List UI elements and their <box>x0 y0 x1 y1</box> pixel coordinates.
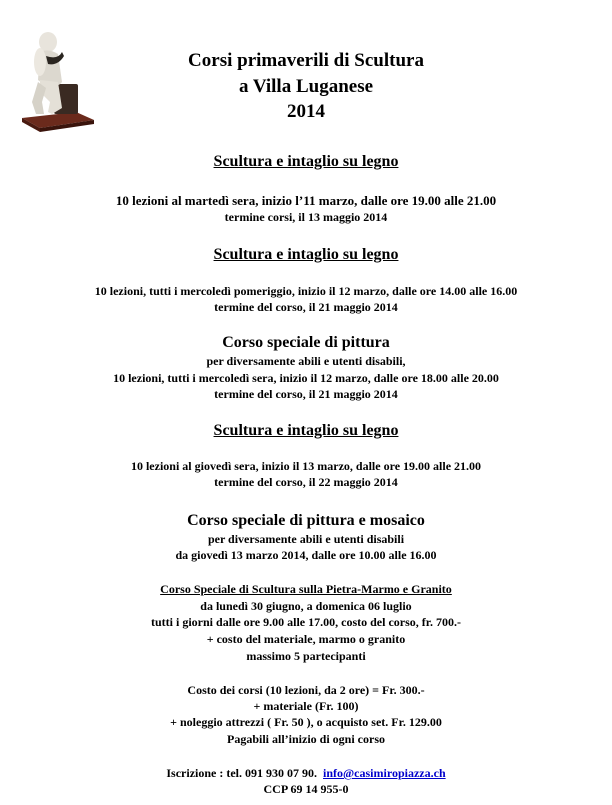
costs-line4: Pagabili all’inizio di ogni corso <box>226 732 385 746</box>
course6-line2: tutti i giorni dalle ore 9.00 alle 17.00, costo del corso, fr. 700.- <box>151 615 461 629</box>
contact-email-link[interactable]: info@casimiropiazza.ch <box>323 766 446 780</box>
costs-line3: + noleggio attrezzi ( Fr. 50 ), o acquisto set. Fr. 129.00 <box>170 715 442 729</box>
course5-line1: per diversamente abili e utenti disabili <box>207 532 405 546</box>
course5-line2: da giovedì 13 marzo 2014, dalle ore 10.00 alle 16.00 <box>175 548 437 562</box>
course3-line2: 10 lezioni, tutti i mercoledì sera, inizio il 12 marzo, dalle ore 18.00 alle 20.00 <box>113 371 499 385</box>
course3-heading: Corso speciale di pittura <box>222 334 390 351</box>
course4-heading: Scultura e intaglio su legno <box>213 422 399 439</box>
course2-line2: termine del corso, il 21 maggio 2014 <box>214 300 398 314</box>
page-title-year: 2014 <box>287 101 325 122</box>
course2-heading: Scultura e intaglio su legno <box>213 246 399 263</box>
course1-line1: 10 lezioni al martedì sera, inizio l’11 marzo, dalle ore 19.00 alle 21.00 <box>115 193 497 208</box>
contact-line <box>0 765 612 781</box>
page-title-line2: a Villa Luganese <box>238 76 374 97</box>
course6-line1: da lunedì 30 giugno, a domenica 06 luglio <box>200 599 412 613</box>
course1-line2: termine corsi, il 13 maggio 2014 <box>224 210 388 224</box>
course6-heading: Corso Speciale di Scultura sulla Pietra-Marmo e Granito <box>160 582 452 596</box>
costs-line2: + materiale (Fr. 100) <box>253 699 359 713</box>
course4-line1: 10 lezioni al giovedì sera, inizio il 13 marzo, dalle ore 19.00 alle 21.00 <box>130 459 482 473</box>
course2-line1: 10 lezioni, tutti i mercoledì pomeriggio, inizio il 12 marzo, dalle ore 14.00 alle 16.00 <box>94 284 518 298</box>
contact-ccp: CCP 69 14 955-0 <box>263 782 349 796</box>
course5-heading: Corso speciale di pittura e mosaico <box>187 512 425 529</box>
course6-line3: + costo del materiale, marmo o granito <box>206 632 406 646</box>
page-title-line1: Corsi primaverili di Scultura <box>188 50 424 71</box>
course3-line3: termine del corso, il 21 maggio 2014 <box>214 387 398 401</box>
contact-label: Iscrizione : tel. 091 930 07 90. <box>166 766 318 780</box>
course4-line2: termine del corso, il 22 maggio 2014 <box>214 475 398 489</box>
course6-line4: massimo 5 partecipanti <box>246 649 366 663</box>
course1-heading: Scultura e intaglio su legno <box>213 153 399 170</box>
course3-line1: per diversamente abili e utenti disabili, <box>206 354 406 368</box>
costs-line1: Costo dei corsi (10 lezioni, da 2 ore) = Fr. 300.- <box>187 683 425 697</box>
